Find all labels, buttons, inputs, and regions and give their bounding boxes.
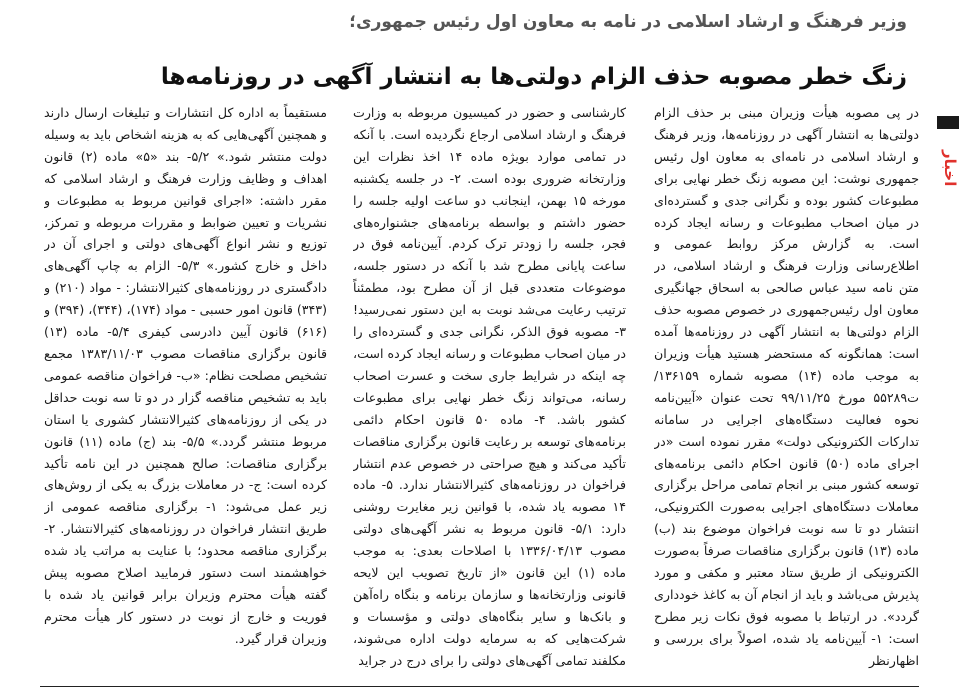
column-3-text: مستقیماً به اداره کل انتشارات و تبلیغات ارسال دارند و همچنین آگهی‌هایی که به هزینه اشخاص باید به وسیله دولت منتشر شود.» ۵/۲- بند «۵» ماده (۲) قانون اهداف و وظایف وزارت فرهنگ و ارشاد اسلامی که مقرر داشته: «اجرای قوانین مربوط به مطبوعات و نشریات و تعیین ضوابط و مقررات مربوطه و تمرکز، توزیع و نشر انواع آگهی‌های دولتی و اجرای آن در داخل و خارج کشور.» ۵/۳- الزام به چاپ آگهی‌های دادگستری در روزنامه‌های کثیرالانتشار: - مواد (۲۱۰) و (۳۴۳) قانون امور حسبی - مواد (۱۷۴)، (۳۴۴)، (۳۹۴) و (۶۱۶) قانون آیین دادرسی کیفری ۵/۴- ماده (۱۳) قانون برگزاری مناقصات مصوب ۱۳۸۳/۱۱/۰۳ مجمع تشخیص مصلحت نظام: «ب- فراخوان مناقصه عمومی باید به تشخیص مناقصه گزار در دو تا سه نوبت حداقل در یکی از روزنامه‌های کثیرالانتشار کشوری یا استان مربوط منتشر گردد.» ۵/۵- بند (ج) ماده (۱۱) قانون برگزاری مناقصات: صالح همچنین در این نامه تأکید کرده است: ج- در معاملات بزرگ به یکی از روش‌های زیر عمل می‌شود: ۱- برگزاری مناقصه عمومی از طریق انتشار فراخوان در روزنامه‌های کثیرالانتشار. ۲- برگزاری مناقصه محدود؛ با عنایت به مراتب یاد شده خواهشمند است دستور فرمایید اصلاح مصوبه پیش گفته هیأت محترم وزیران برابر قوانین یاد شده با فوریت و خارج از نوبت در دستور کار هیأت محترم وزیران قرار گیرد. [44,105,327,646]
bottom-rule [40,686,919,687]
column-1-text: در پی مصوبه هیأت وزیران مبنی بر حذف الزام دولتی‌ها به انتشار آگهی در روزنامه‌ها، وزیر فرهنگ و ارشاد اسلامی در نامه‌ای به معاون اول رئیس جمهوری نوشت: این مصوبه زنگ خطر نهایی برای مطبوعات کشور بوده و نگرانی جدی و گسترده‌ای در میان اصحاب مطبوعات و رسانه ایجاد کرده است. به گزارش مرکز روابط عمومی و اطلاع‌رسانی وزارت فرهنگ و ارشاد اسلامی، در متن نامه سید عباس صالحی به اسحاق جهانگیری معاون اول رئیس‌جمهوری در خصوص مصوبه حذف الزام دولتی‌ها به انتشار آگهی در روزنامه‌ها آمده است: همانگونه که مستحضر هستید هیأت وزیران به موجب ماده (۱۴) مصوبه شماره ۱۳۶۱۵۹/ت۵۵۲۸۹ مورخ ۹۹/۱۱/۲۵ تحت عنوان «آیین‌نامه نحوه فعالیت دستگاه‌های اجرایی در سامانه تدارکات الکترونیکی دولت» مقرر نموده است «در اجرای ماده (۵۰) قانون احکام دائمی برنامه‌های توسعه کشور مبنی بر انجام تمامی مراحل برگزاری معاملات دستگاه‌های اجرایی به‌صورت الکترونیکی، انتشار دو تا سه نوبت فراخوان موضوع بند (ب) ماده (۱۳) قانون برگزاری مناقصات صرفاً به‌صورت الکترونیکی از طریق ستاد معتبر و مکفی و مورد پذیرش می‌باشد و باید از انجام آن به کاغذ خودداری گردد». در ارتباط با مصوبه فوق نکات زیر مطرح است: ۱- آیین‌نامه یاد شده، اصولاً برای بررسی و اظهارنظر [654,105,919,668]
column-2-text: کارشناسی و حضور در کمیسیون مربوطه به وزارت فرهنگ و ارشاد اسلامی ارجاع نگردیده است. با آنکه در تمامی موارد بویژه ماده ۱۴ اخذ نظرات این وزارتخانه ضروری بوده است. ۲- در جلسه یکشنبه مورخه ۱۵ بهمن، اینجانب دو ساعت اولیه جلسه را حضور داشتم و بواسطه برنامه‌های جشنواره‌های فجر، جلسه را زودتر ترک کردم. آیین‌نامه فوق در ساعت پایانی مطرح شد با آنکه در دستور جلسه، موضوعات متعددی قبل از آن مطرح بود، مطمئناً ترتیب رعایت می‌شد نوبت به این دستور نمی‌رسید! ۳- مصوبه فوق الذکر، نگرانی جدی و گسترده‌ای را در میان اصحاب مطبوعات و رسانه ایجاد کرده است، چه اینکه در شرایط جاری سخت و عسرت اصحاب رسانه، می‌تواند زنگ خطر نهایی برای مطبوعات کشور باشد. ۴- ماده ۵۰ قانون احکام دائمی برنامه‌های توسعه بر رعایت قانون برگزاری مناقصات تأکید می‌کند و هیچ صراحتی در خصوص عدم انتشار فراخوان در روزنامه‌های کثیرالانتشار ندارد. ۵- ماده ۱۴ مصوبه یاد شده، با قوانین زیر مغایرت روشنی دارد: ۵/۱- قانون مربوط به نشر آگهی‌های دولتی مصوب ۱۳۳۶/۰۴/۱۳ با اصلاحات بعدی: به موجب ماده (۱) این قانون «از تاریخ تصویب این لایحه قانونی وزارتخانه‌ها و سازمان برنامه و بنگاه راه‌آهن و بانک‌ها و سایر بنگاه‌های دولتی و مؤسسات و شرکت‌هایی که به سرمایه دولت اداره می‌شوند، مکلفند تمامی آگهی‌های دولتی را برای درج در جراید [353,105,626,668]
article-headline: زنگ خطر مصوبه حذف الزام دولتی‌ها به انتشار آگهی در روزنامه‌ها [160,64,907,90]
article-column-3 [44,102,327,676]
article-kicker: وزیر فرهنگ و ارشاد اسلامی در نامه به معاون اول رئیس جمهوری؛ [349,12,907,32]
article-column-1 [654,102,919,676]
section-label: اخبار [941,149,959,187]
section-marker [937,116,959,129]
article-column-2 [353,102,626,676]
